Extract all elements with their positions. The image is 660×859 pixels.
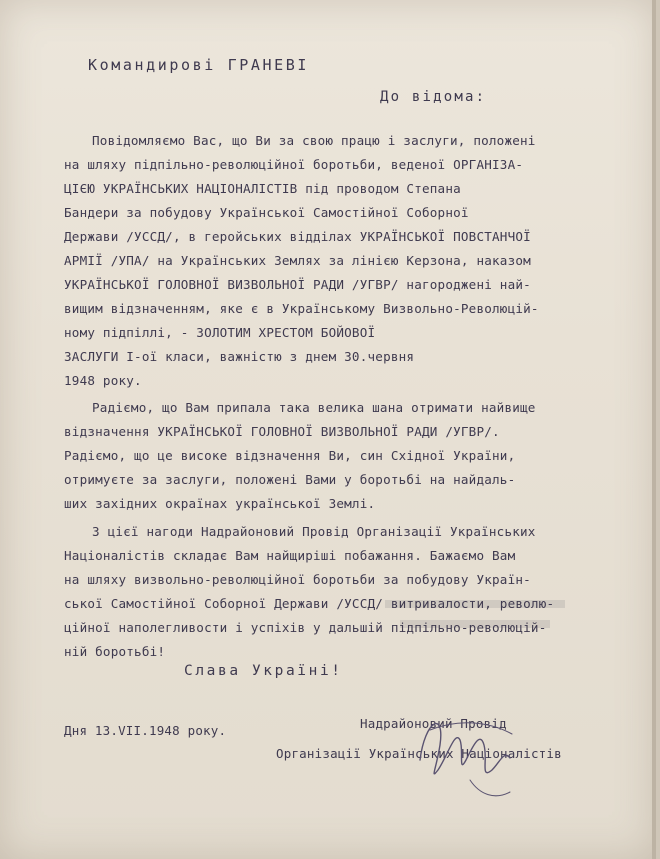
text-line: Повідомляємо Вас, що Ви за свою працю і заслуги, положені: [92, 133, 536, 148]
text-line: отримуєте за заслуги, положені Вами у боротьбі на найдаль-: [64, 472, 516, 487]
text-line: на шляху визвольно-революційної боротьби за побудову Україн-: [64, 572, 531, 587]
text-line: Радіємо, що Вам припала така велика шана отримати найвище: [92, 400, 536, 415]
text-line: ших західних окраїнах української Землі.: [64, 496, 376, 511]
text-line: АРМІЇ /УПА/ на Українських Землях за лінією Керзона, наказом: [64, 253, 531, 268]
page-edge: [652, 0, 656, 859]
text-line: ЗАСЛУГИ І-ої класи, важністю з днем 30.червня: [64, 349, 415, 364]
signatory-line-2: Організації Українських Націоналістів: [276, 746, 562, 761]
text-line: ній боротьбі!: [64, 644, 166, 659]
addressee: Командирові ГРАНЕВІ: [88, 56, 309, 74]
text-line: ційної наполегливости і успіхів у дальшій підпільно-революцій-: [64, 620, 547, 635]
text-line: ської Самостійної Соборної Держави /УССД/ витривалости, револю-: [64, 596, 555, 611]
text-line: Держави /УССД/, в геройських відділах УКРАЇНСЬКОЇ ПОВСТАНЧОЇ: [64, 229, 531, 244]
text-line: Бандери за побудову Української Самостійної Соборної: [64, 205, 469, 220]
notice-heading: До відома:: [380, 89, 487, 105]
slogan: Слава Україні!: [184, 663, 343, 679]
text-line: Радіємо, що це високе відзначення Ви, син Східної України,: [64, 448, 516, 463]
text-line: вищим відзначенням, яке є в Українському Визвольно-Революцій-: [64, 301, 539, 316]
document-date: Дня 13.VII.1948 року.: [64, 723, 227, 738]
bleed-through-marks: [380, 590, 570, 640]
text-line: 1948 року.: [64, 373, 142, 388]
text-line: З цієї нагоди Надрайоновий Провід Організації Українських: [92, 524, 536, 539]
signatory-line-1: Надрайоновий Провід: [360, 716, 507, 731]
text-line: відзначення УКРАЇНСЬКОЇ ГОЛОВНОЇ ВИЗВОЛЬНОЇ РАДИ /УГВР/.: [64, 424, 500, 439]
text-line: УКРАЇНСЬКОЇ ГОЛОВНОЇ ВИЗВОЛЬНОЇ РАДИ /УГВР/ нагороджені най-: [64, 277, 531, 292]
text-line: Націоналістів складає Вам найщиріші побажання. Бажаємо Вам: [64, 548, 516, 563]
text-line: ЦІЄЮ УКРАЇНСЬКИХ НАЦІОНАЛІСТІВ під проводом Степана: [64, 181, 461, 196]
handwritten-signature: [400, 700, 520, 810]
text-line: ному підпіллі, - ЗОЛОТИМ ХРЕСТОМ БОЙОВОЇ: [64, 325, 376, 340]
text-line: на шляху підпільно-революційної боротьби, веденої ОРГАНІЗА-: [64, 157, 524, 172]
